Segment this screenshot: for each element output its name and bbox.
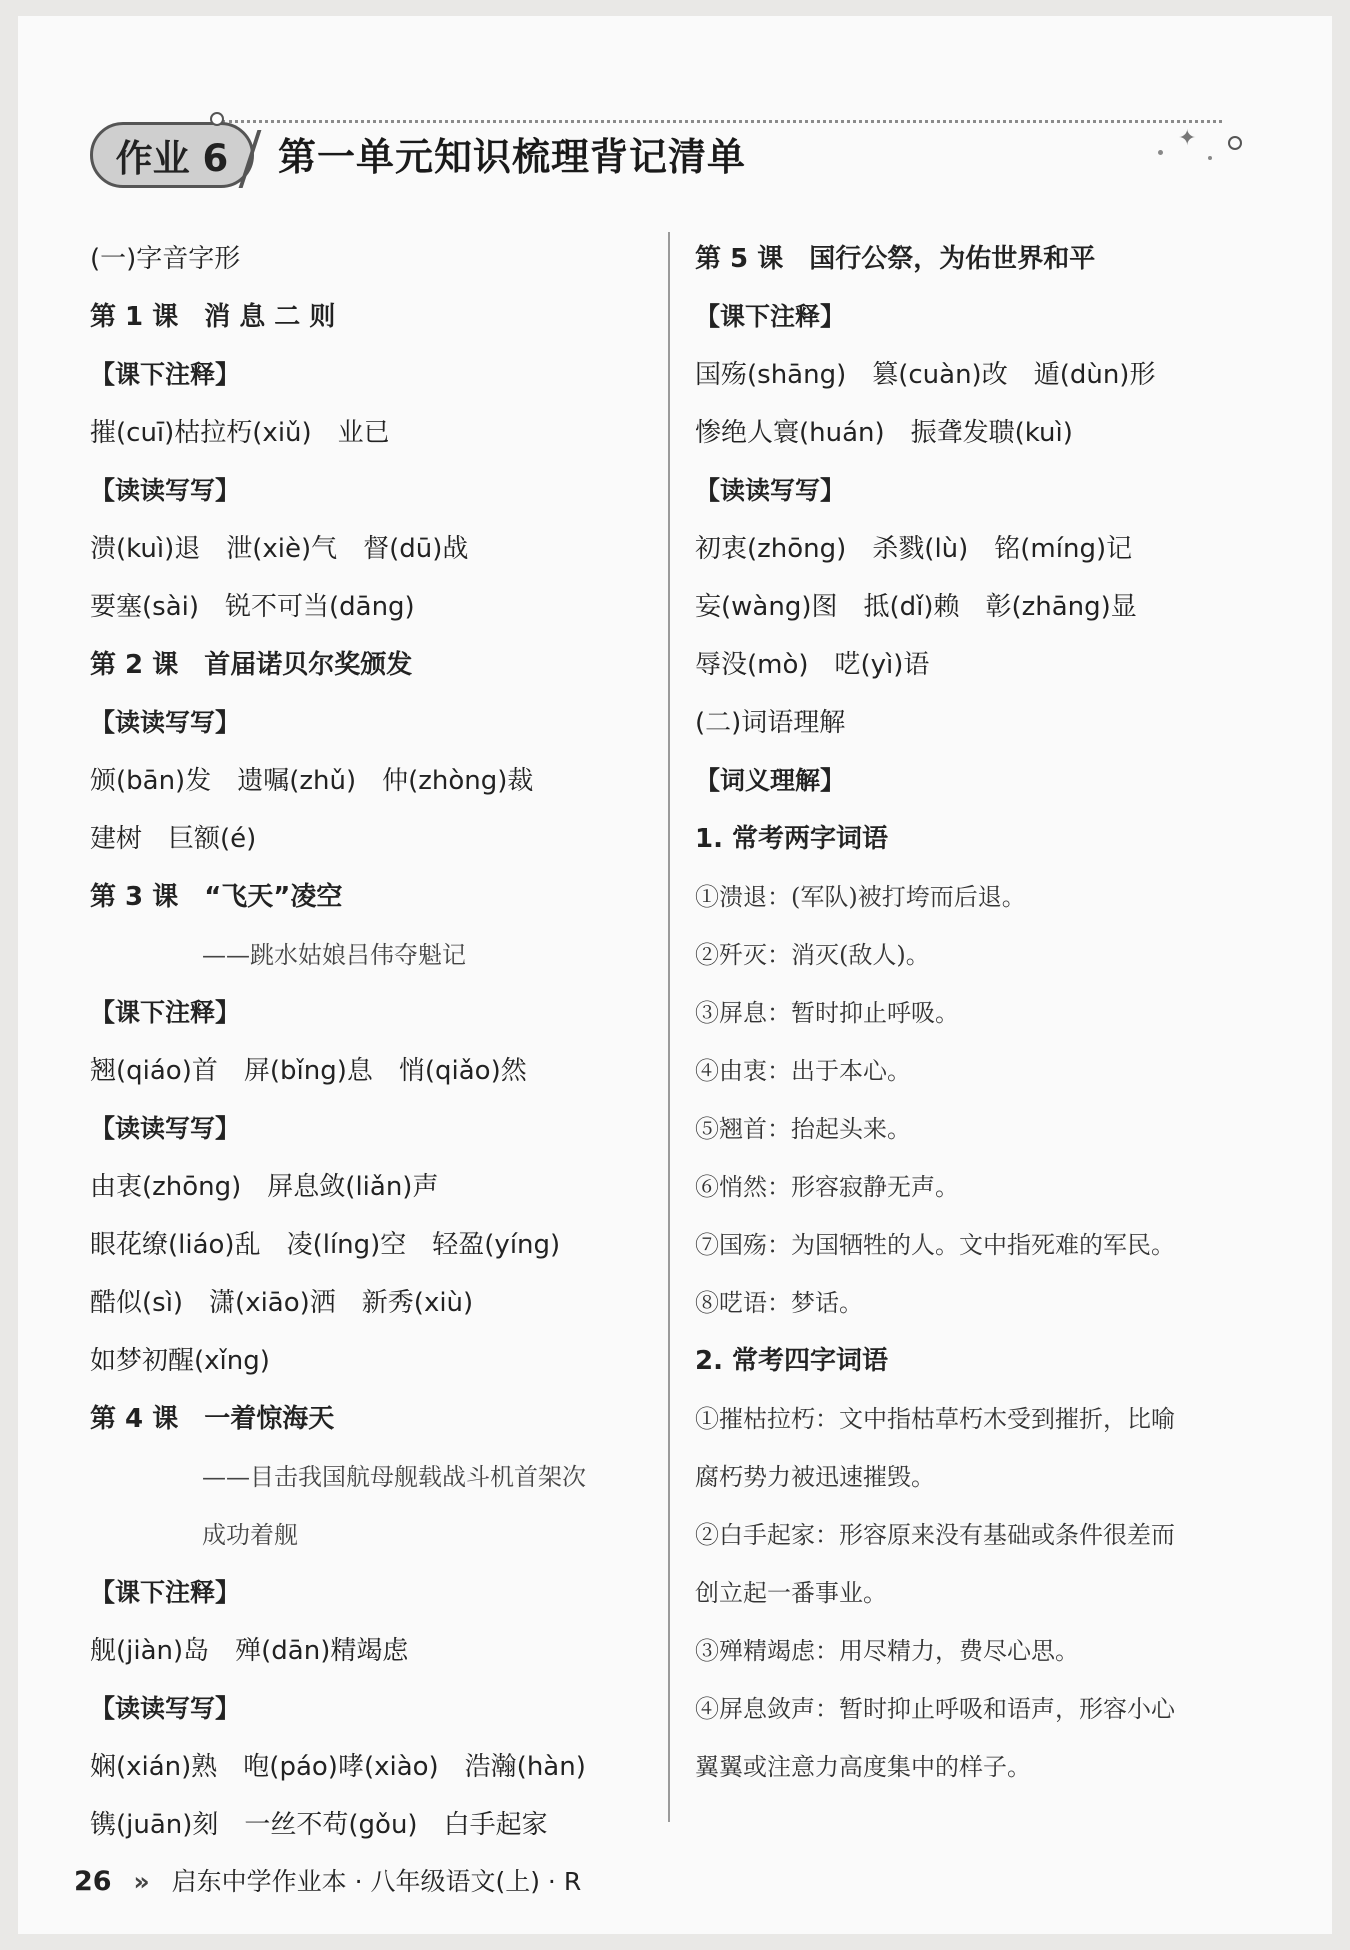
right-line: ③屏息：暂时抑止呼吸。 bbox=[695, 999, 959, 1027]
sparkle-dot-icon bbox=[1158, 150, 1163, 155]
right-line: 1. 常考两字词语 bbox=[695, 824, 889, 854]
right-line: ②歼灭：消灭(敌人)。 bbox=[695, 941, 930, 969]
right-line: 2. 常考四字词语 bbox=[695, 1346, 889, 1376]
left-line: 【读读写写】 bbox=[90, 708, 241, 737]
page-footer bbox=[74, 1862, 581, 1898]
left-line: 娴(xián)熟 咆(páo)哮(xiào) 浩瀚(hàn) bbox=[90, 1752, 586, 1782]
left-column bbox=[90, 230, 660, 1854]
right-line: 初衷(zhōng) 杀戮(lù) 铭(míng)记 bbox=[695, 534, 1133, 564]
left-line: 【读读写写】 bbox=[90, 1694, 241, 1723]
sparkle-dot-icon bbox=[1208, 156, 1212, 160]
assignment-badge bbox=[90, 122, 254, 188]
chevron-right-icon: » bbox=[133, 1867, 150, 1896]
right-line: ②白手起家：形容原来没有基础或条件很差而 bbox=[695, 1521, 1175, 1549]
right-line: ①摧枯拉朽：文中指枯草朽木受到摧折，比喻 bbox=[695, 1405, 1175, 1433]
right-line: 【课下注释】 bbox=[695, 302, 846, 331]
assignment-badge-label: 作业 6 bbox=[115, 137, 229, 180]
right-line: ⑥悄然：形容寂静无声。 bbox=[695, 1173, 959, 1201]
left-line: 第 1 课 消 息 二 则 bbox=[90, 302, 336, 332]
left-line: 舰(jiàn)岛 殚(dān)精竭虑 bbox=[90, 1636, 409, 1666]
page-header bbox=[90, 118, 1260, 198]
sparkle-icon: ✦ bbox=[1178, 126, 1197, 151]
column-divider bbox=[668, 232, 670, 1822]
left-line: 第 2 课 首届诺贝尔奖颁发 bbox=[90, 650, 413, 680]
page-title: 第一单元知识梳理背记清单 bbox=[278, 135, 747, 179]
left-line: 翘(qiáo)首 屏(bǐng)息 悄(qiǎo)然 bbox=[90, 1056, 527, 1086]
left-line: 颁(bān)发 遗嘱(zhǔ) 仲(zhòng)裁 bbox=[90, 766, 534, 796]
right-line: 国殇(shāng) 篡(cuàn)改 遁(dùn)形 bbox=[695, 360, 1156, 390]
left-line: 建树 巨额(é) bbox=[90, 824, 257, 854]
right-line: 第 5 课 国行公祭，为佑世界和平 bbox=[695, 244, 1096, 274]
right-line: ③殚精竭虑：用尽精力，费尽心思。 bbox=[695, 1637, 1079, 1665]
page-number: 26 bbox=[74, 1866, 112, 1897]
right-line: 辱没(mò) 呓(yì)语 bbox=[695, 650, 930, 680]
left-line: 第 4 课 一着惊海天 bbox=[90, 1404, 335, 1434]
left-line: (一)字音字形 bbox=[90, 244, 241, 274]
left-line: 要塞(sài) 锐不可当(dāng) bbox=[90, 592, 415, 622]
header-ring-icon bbox=[1228, 136, 1242, 150]
left-line: ——跳水姑娘吕伟夺魁记 bbox=[202, 941, 466, 969]
left-line: 酷似(sì) 潇(xiāo)洒 新秀(xiù) bbox=[90, 1288, 474, 1318]
left-line: 眼花缭(liáo)乱 凌(líng)空 轻盈(yíng) bbox=[90, 1230, 561, 1260]
right-line: 【读读写写】 bbox=[695, 476, 846, 505]
left-line: ——目击我国航母舰载战斗机首架次 bbox=[202, 1463, 586, 1491]
left-line: 摧(cuī)枯拉朽(xiǔ) 业已 bbox=[90, 418, 390, 448]
left-line: 由衷(zhōng) 屏息敛(liǎn)声 bbox=[90, 1172, 439, 1202]
left-line: 【课下注释】 bbox=[90, 1578, 241, 1607]
right-line: 【词义理解】 bbox=[695, 766, 846, 795]
left-line: 【课下注释】 bbox=[90, 998, 241, 1027]
left-line: 第 3 课 “飞天”凌空 bbox=[90, 882, 343, 912]
left-line: 如梦初醒(xǐng) bbox=[90, 1346, 270, 1376]
right-line: ④屏息敛声：暂时抑止呼吸和语声，形容小心 bbox=[695, 1695, 1175, 1723]
right-line: ⑤翘首：抬起头来。 bbox=[695, 1115, 911, 1143]
left-line: 【课下注释】 bbox=[90, 360, 241, 389]
left-line: 镌(juān)刻 一丝不苟(gǒu) 白手起家 bbox=[90, 1810, 548, 1840]
badge-ring-icon bbox=[210, 112, 224, 126]
right-line: (二)词语理解 bbox=[695, 708, 846, 738]
right-line: ①溃退：(军队)被打垮而后退。 bbox=[695, 883, 1026, 911]
left-line: 成功着舰 bbox=[202, 1521, 298, 1549]
right-line: 创立起一番事业。 bbox=[695, 1579, 887, 1607]
header-dotted-line bbox=[222, 120, 1222, 123]
right-line: 翼翼或注意力高度集中的样子。 bbox=[695, 1753, 1031, 1781]
right-column bbox=[695, 230, 1285, 1796]
right-line: 惨绝人寰(huán) 振聋发聩(kuì) bbox=[695, 418, 1073, 448]
book-title: 启东中学作业本 · 八年级语文(上) · R bbox=[171, 1867, 582, 1896]
right-line: ⑧呓语：梦话。 bbox=[695, 1289, 863, 1317]
right-line: 妄(wàng)图 抵(dǐ)赖 彰(zhāng)显 bbox=[695, 592, 1137, 622]
right-line: ④由衷：出于本心。 bbox=[695, 1057, 911, 1085]
left-line: 溃(kuì)退 泄(xiè)气 督(dū)战 bbox=[90, 534, 469, 564]
left-line: 【读读写写】 bbox=[90, 476, 241, 505]
left-line: 【读读写写】 bbox=[90, 1114, 241, 1143]
right-line: 腐朽势力被迅速摧毁。 bbox=[695, 1463, 935, 1491]
right-line: ⑦国殇：为国牺牲的人。文中指死难的军民。 bbox=[695, 1231, 1175, 1259]
